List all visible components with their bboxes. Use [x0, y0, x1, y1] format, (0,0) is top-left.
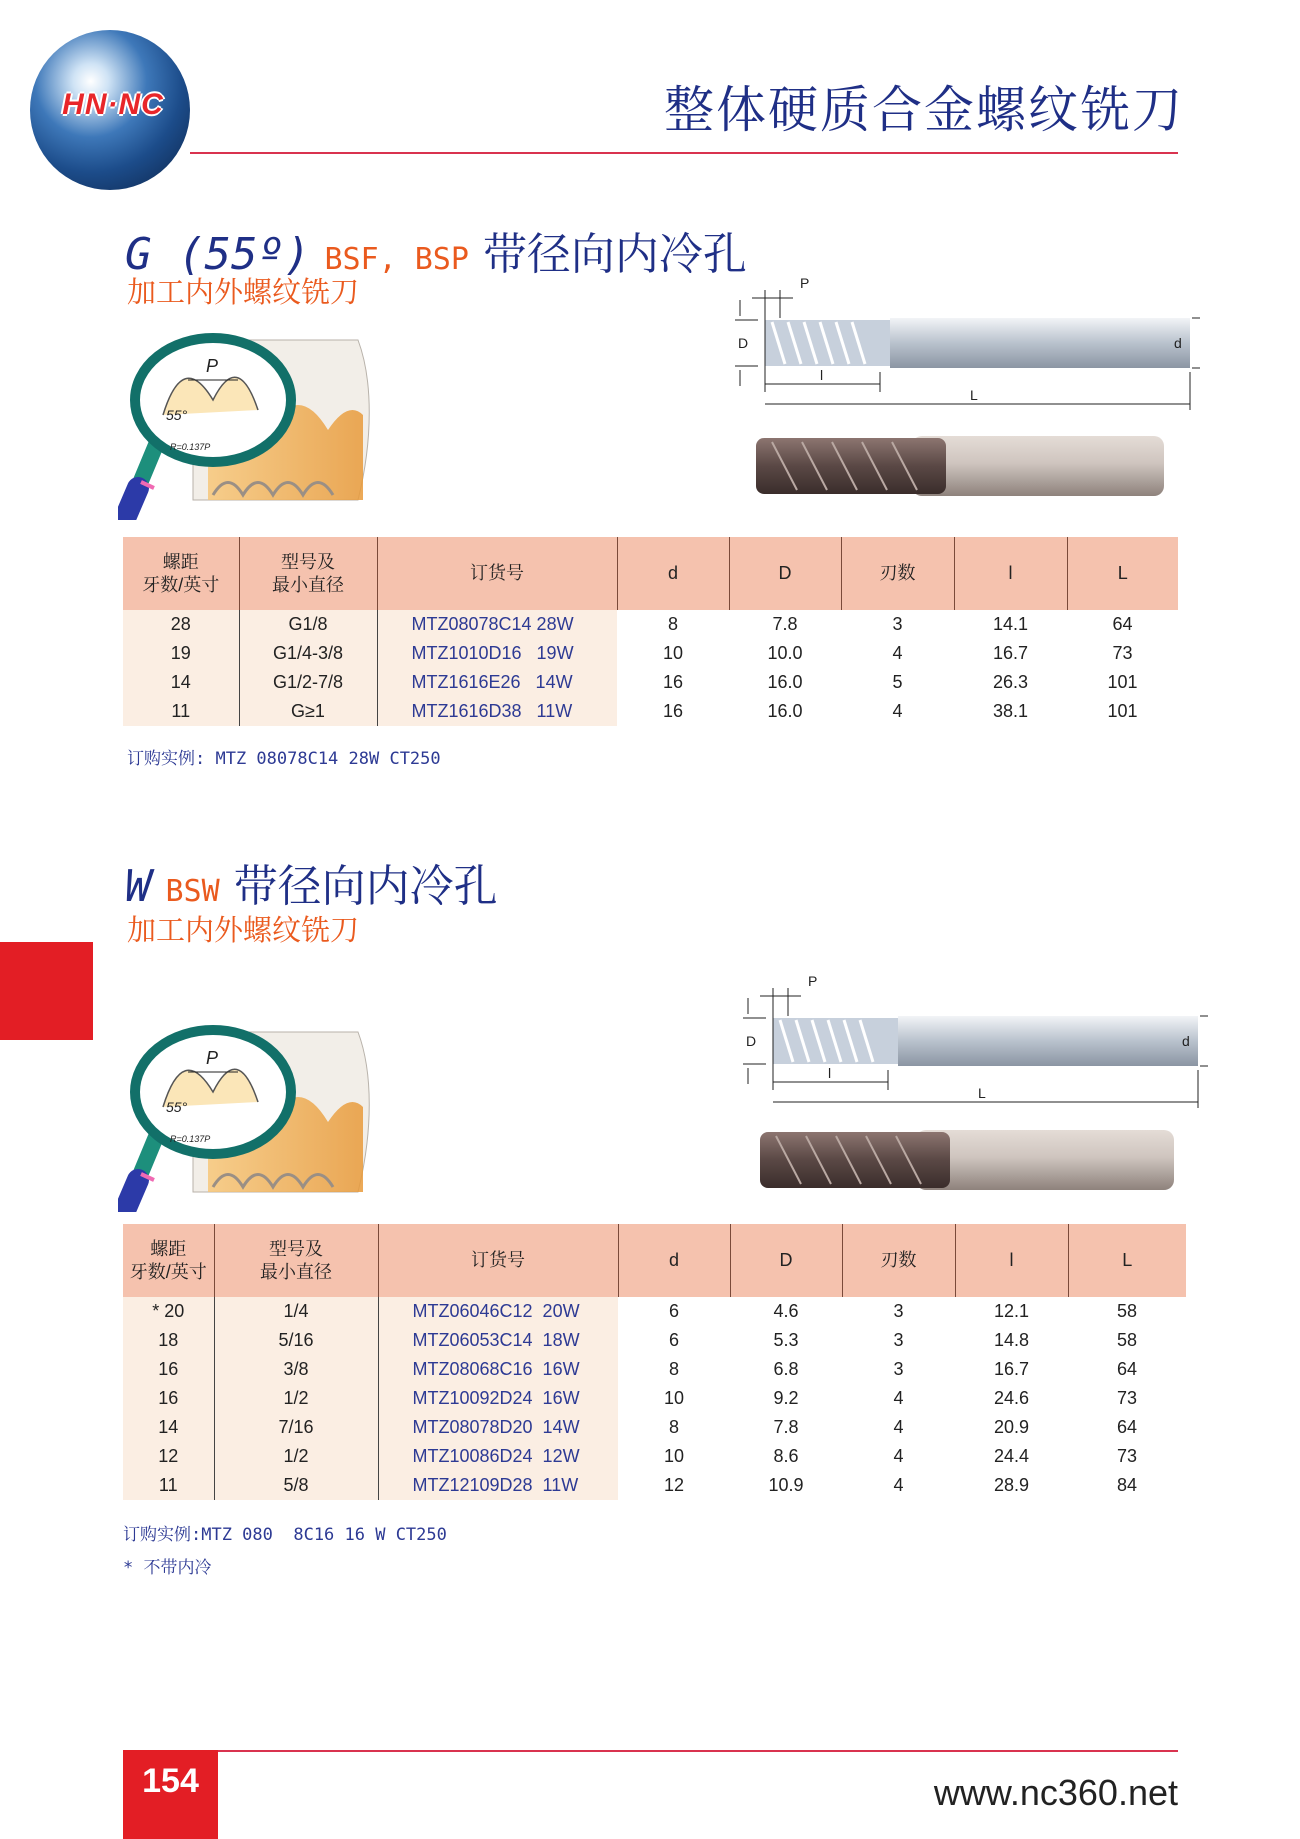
model-cell: 3/8: [214, 1355, 378, 1384]
model-cell: 5/16: [214, 1326, 378, 1355]
pitch-cell: 11: [123, 1471, 214, 1500]
pitch-cell: 16: [123, 1384, 214, 1413]
page-number: 154: [123, 1750, 218, 1839]
flutes-cell: 4: [892, 643, 903, 663]
flutes-cell: 4: [893, 1417, 904, 1437]
flutes-cell: 4: [893, 1388, 904, 1408]
cutter-D-cell: 7.8: [773, 1417, 799, 1437]
overall-length-cell: 64: [1116, 1417, 1138, 1437]
cutter-D-cell: 10.9: [768, 1475, 804, 1495]
table-row: [123, 1442, 1186, 1471]
cut-length-cell: 24.4: [993, 1446, 1030, 1466]
thread-profile-magnifier-illustration: [118, 320, 373, 520]
shank-d-cell: 10: [663, 1446, 685, 1466]
flutes-cell: 3: [892, 614, 903, 634]
flutes-cell: 5: [892, 672, 903, 692]
model-cell: G1/8: [239, 610, 377, 639]
pitch-cell: 11: [123, 697, 239, 726]
model-cell: G1/2-7/8: [239, 668, 377, 697]
shank-d-cell: 10: [663, 1388, 685, 1408]
order-no-cell: MTZ06046C12 20W: [378, 1297, 618, 1326]
major-diameter-label: D: [738, 335, 749, 351]
pitch-cell: 19: [123, 639, 239, 668]
section1-standard: BSF, BSP: [324, 242, 469, 277]
col-cut-length-header: l: [954, 537, 1067, 610]
flutes-cell: 4: [893, 1475, 904, 1495]
shank-d-cell: 16: [662, 672, 684, 692]
tool-dimension-drawing: [738, 970, 1208, 1120]
page-title: 整体硬质合金螺纹铣刀: [664, 81, 1184, 139]
thread-profile-magnifier-illustration: [118, 1012, 373, 1212]
col-model-header: 型号及 最小直径: [239, 537, 377, 610]
order-no-cell: MTZ10086D24 12W: [378, 1442, 618, 1471]
shank-d-cell: 16: [662, 701, 684, 721]
model-cell: G1/4-3/8: [239, 639, 377, 668]
col-model-header: 型号及 最小直径: [214, 1224, 378, 1297]
overall-length-label: L: [970, 387, 978, 403]
model-cell: 5/8: [214, 1471, 378, 1500]
order-no-cell: MTZ1616D38 11W: [377, 697, 617, 726]
shank-d-cell: 8: [668, 1359, 679, 1379]
overall-length-cell: 64: [1112, 614, 1133, 634]
cut-length-cell: 38.1: [992, 701, 1029, 721]
cut-length-cell: 24.6: [993, 1388, 1030, 1408]
cutter-D-cell: 4.6: [773, 1301, 799, 1321]
overall-length-cell: 101: [1107, 701, 1138, 721]
overall-length-cell: 101: [1107, 672, 1138, 692]
cutter-D-cell: 9.2: [773, 1388, 799, 1408]
cut-length-cell: 16.7: [993, 1359, 1030, 1379]
col-overall-length-header: L: [1068, 1224, 1186, 1297]
overall-length-cell: 73: [1116, 1388, 1138, 1408]
overall-length-cell: 58: [1116, 1330, 1138, 1350]
model-cell: 7/16: [214, 1413, 378, 1442]
order-no-cell: MTZ08078D20 14W: [378, 1413, 618, 1442]
table-header-row: [123, 537, 1178, 610]
table-row: [123, 697, 1178, 726]
magnifier-angle-label: 55°: [166, 407, 188, 423]
model-cell: 1/4: [214, 1297, 378, 1326]
cut-length-cell: 26.3: [992, 672, 1029, 692]
col-overall-length-header: L: [1067, 537, 1178, 610]
table-row: [123, 639, 1178, 668]
tool-product-photo: [752, 434, 1172, 498]
flutes-cell: 4: [892, 701, 903, 721]
overall-length-cell: 64: [1116, 1359, 1138, 1379]
col-shank-d-header: d: [617, 537, 729, 610]
pitch-cell: * 20: [123, 1297, 214, 1326]
section2-title: [125, 850, 498, 914]
cutter-D-cell: 16.0: [767, 701, 803, 721]
section1-spec-table: [123, 537, 1178, 726]
magnifier-radius-label: R=0.137P: [170, 1134, 211, 1144]
col-flutes-header: 刃数: [842, 1224, 955, 1297]
col-pitch-header: 螺距 牙数/英寸: [123, 1224, 214, 1297]
col-pitch-header: 螺距 牙数/英寸: [123, 537, 239, 610]
col-cut-length-header: l: [955, 1224, 1068, 1297]
shank-d-cell: 8: [667, 614, 678, 634]
order-no-cell: MTZ06053C14 18W: [378, 1326, 618, 1355]
table-header-row: [123, 1224, 1186, 1297]
model-cell: 1/2: [214, 1384, 378, 1413]
cut-length-cell: 16.7: [992, 643, 1029, 663]
header-divider: [190, 152, 1178, 154]
section2-footnote: * 不带内冷: [123, 1558, 212, 1578]
cutting-length-label: l: [820, 367, 824, 383]
order-no-cell: MTZ12109D28 11W: [378, 1471, 618, 1500]
table-row: [123, 1297, 1186, 1326]
col-order-no-header: 订货号: [378, 1224, 618, 1297]
chapter-tab-marker: [0, 942, 93, 1040]
shank-diameter-label: d: [1182, 1033, 1190, 1049]
col-cutter-D-header: D: [730, 1224, 842, 1297]
overall-length-label: L: [978, 1085, 986, 1101]
cutting-length-label: l: [828, 1065, 832, 1081]
section1-title-text: 带径向内冷孔: [482, 229, 747, 280]
model-cell: 1/2: [214, 1442, 378, 1471]
shank-d-cell: 6: [668, 1330, 679, 1350]
magnifier-angle-label: 55°: [166, 1099, 188, 1115]
section2-order-example: 订购实例:MTZ 080 8C16 16 W CT250: [123, 1525, 447, 1545]
order-no-cell: MTZ1616E26 14W: [377, 668, 617, 697]
shank-d-cell: 6: [668, 1301, 679, 1321]
shank-diameter-label: d: [1174, 335, 1182, 351]
model-cell: G≥1: [239, 697, 377, 726]
table-row: [123, 1355, 1186, 1384]
shank-d-cell: 8: [668, 1417, 679, 1437]
col-flutes-header: 刃数: [841, 537, 954, 610]
pitch-cell: 28: [123, 610, 239, 639]
table-row: [123, 1413, 1186, 1442]
section2-title-text: 带径向内冷孔: [233, 861, 498, 912]
pitch-cell: 14: [123, 1413, 214, 1442]
order-no-cell: MTZ08068C16 16W: [378, 1355, 618, 1384]
overall-length-cell: 73: [1116, 1446, 1138, 1466]
overall-length-cell: 73: [1112, 643, 1133, 663]
pitch-cell: 16: [123, 1355, 214, 1384]
section2-spec-table: [123, 1224, 1186, 1500]
cut-length-cell: 28.9: [993, 1475, 1030, 1495]
magnifier-pitch-label: P: [206, 356, 219, 376]
order-no-cell: MTZ10092D24 16W: [378, 1384, 618, 1413]
company-logo-text: HN·NC: [62, 88, 164, 121]
order-no-cell: MTZ1010D16 19W: [377, 639, 617, 668]
table-row: [123, 1471, 1186, 1500]
section2-thread-code: W: [125, 861, 152, 912]
col-cutter-D-header: D: [729, 537, 841, 610]
pitch-dim-label: P: [800, 275, 810, 291]
shank-d-cell: 12: [663, 1475, 685, 1495]
flutes-cell: 3: [893, 1359, 904, 1379]
cutter-D-cell: 5.3: [773, 1330, 799, 1350]
magnifier-radius-label: R=0.137P: [170, 442, 211, 452]
pitch-cell: 12: [123, 1442, 214, 1471]
cut-length-cell: 12.1: [993, 1301, 1030, 1321]
flutes-cell: 3: [893, 1330, 904, 1350]
table-row: [123, 610, 1178, 639]
table-row: [123, 1384, 1186, 1413]
cutter-D-cell: 6.8: [773, 1359, 799, 1379]
section1-thread-code: G (55º): [125, 229, 311, 280]
magnifier-pitch-label: P: [206, 1048, 219, 1068]
footer-divider: [215, 1750, 1178, 1752]
col-shank-d-header: d: [618, 1224, 730, 1297]
flutes-cell: 3: [893, 1301, 904, 1321]
tool-dimension-drawing: [730, 272, 1200, 422]
cutter-D-cell: 8.6: [773, 1446, 799, 1466]
major-diameter-label: D: [746, 1033, 757, 1049]
flutes-cell: 4: [893, 1446, 904, 1466]
pitch-cell: 14: [123, 668, 239, 697]
tool-product-photo: [756, 1128, 1181, 1192]
section2-subtitle: 加工内外螺纹铣刀: [127, 913, 360, 947]
section1-subtitle: 加工内外螺纹铣刀: [127, 275, 360, 309]
section2-standard: BSW: [165, 874, 220, 909]
table-row: [123, 668, 1178, 697]
order-no-cell: MTZ08078C14 28W: [377, 610, 617, 639]
cutter-D-cell: 10.0: [767, 643, 803, 663]
cut-length-cell: 14.8: [993, 1330, 1030, 1350]
pitch-dim-label: P: [808, 973, 818, 989]
website-url[interactable]: www.nc360.net: [933, 1772, 1178, 1813]
section1-order-example: 订购实例: MTZ 08078C14 28W CT250: [127, 749, 441, 769]
shank-d-cell: 10: [662, 643, 684, 663]
cutter-D-cell: 7.8: [772, 614, 798, 634]
col-order-no-header: 订货号: [377, 537, 617, 610]
overall-length-cell: 58: [1116, 1301, 1138, 1321]
cut-length-cell: 20.9: [993, 1417, 1030, 1437]
cut-length-cell: 14.1: [992, 614, 1029, 634]
overall-length-cell: 84: [1116, 1475, 1138, 1495]
cutter-D-cell: 16.0: [767, 672, 803, 692]
table-row: [123, 1326, 1186, 1355]
pitch-cell: 18: [123, 1326, 214, 1355]
